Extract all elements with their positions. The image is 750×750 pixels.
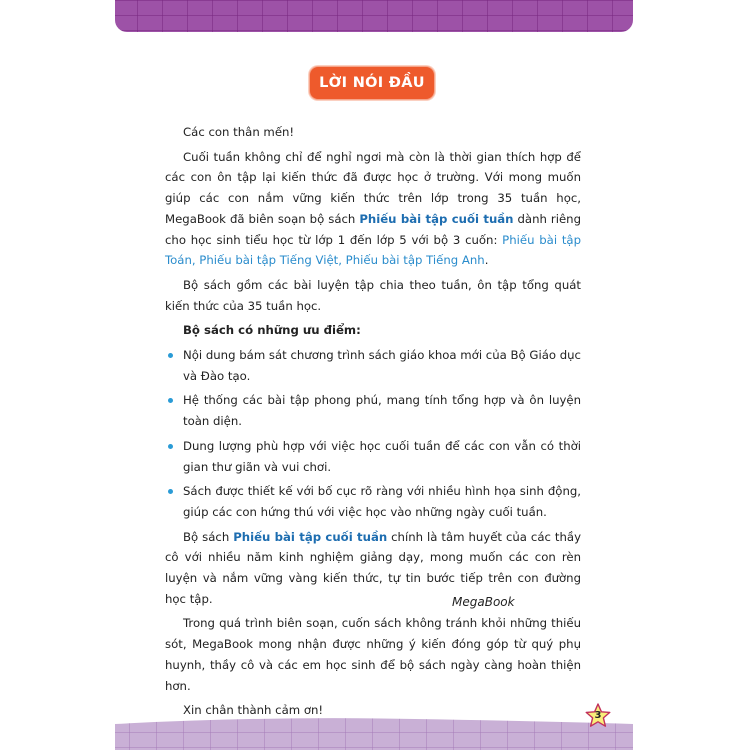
intro-text-b: dành riêng cho học sinh tiểu học từ lớp 1 đến lớp 5 với bộ 3 cuốn: [165,211,581,247]
book-titles: Phiếu bài tập Toán, Phiếu bài tập Tiếng Việt, Phiếu bài tập Tiếng Anh [165,232,581,268]
series-name: Phiếu bài tập cuối tuần [359,211,514,226]
list-item-text: Dung lượng phù hợp với việc học cuối tuần để các con vẫn có thời gian thư giãn và vui chơi. [183,438,581,474]
page-number: 3 [594,710,602,721]
top-decorative-bar [115,0,633,32]
preface-content [165,122,581,725]
title-badge [309,66,435,100]
paragraph-feedback: Trong quá trình biên soạn, cuốn sách không tránh khỏi những thiếu sót, MegaBook mong nhận được những ý kiến đóng góp từ quý phụ huynh, thầy cô và các em học sinh để bộ sách ngày càng hoàn thiện hơn. [165,616,581,693]
paragraph-structure: Bộ sách gồm các bài luyện tập chia theo tuần, ôn tập tổng quát kiến thức của 35 tuần học. [165,277,581,313]
list-item [165,390,581,431]
page-title: LỜI NÓI ĐẦU [319,75,425,91]
bullet-icon [168,489,173,494]
list-item-text: Nội dung bám sát chương trình sách giáo khoa mới của Bộ Giáo dục và Đào tạo. [183,348,581,383]
series-name: Phiếu bài tập cuối tuần [233,529,388,544]
closing: Xin chân thành cảm ơn! [183,703,324,718]
advantages-list [165,345,581,523]
list-item [165,481,581,522]
bullet-icon [168,398,173,403]
intro-text-c: . [484,253,489,268]
bullet-icon [168,353,173,358]
advantages-heading: Bộ sách có những ưu điểm: [183,323,361,338]
list-item-text: Hệ thống các bài tập phong phú, mang tính tổng hợp và ôn luyện toàn diện. [183,393,581,429]
list-item-text: Sách được thiết kế với bố cục rõ ràng với nhiều hình họa sinh động, giúp các con hứng thú với việc học vào những ngày cuối tuần. [183,484,581,519]
bottom-decorative-wave [115,718,633,750]
list-item [165,436,581,477]
list-item [165,345,581,386]
bullet-icon [168,444,173,449]
paragraph-intro [165,147,581,271]
intro-text-a: Cuối tuần không chỉ để nghỉ ngơi mà còn là thời gian thích hợp để các con ôn tập lại kiến thức đã được học ở trường. Với mong muốn giúp các con nắm vững kiến thức trên lớp trong 35 tuần học, MegaBook đã biên soạn bộ sách [165,149,581,226]
greeting: Các con thân mến! [183,125,295,139]
paragraph-dedication [165,527,581,610]
dedication-text-b: chính là tâm huyết của các thầy cô với nhiều năm kinh nghiệm giảng dạy, mong muốn các con rèn luyện và nắm vững vàng kiến thức, tự tin bước tiếp trên con đường học tập. [165,529,581,606]
signature: MegaBook [452,595,515,609]
dedication-text-a: Bộ sách [183,529,234,544]
